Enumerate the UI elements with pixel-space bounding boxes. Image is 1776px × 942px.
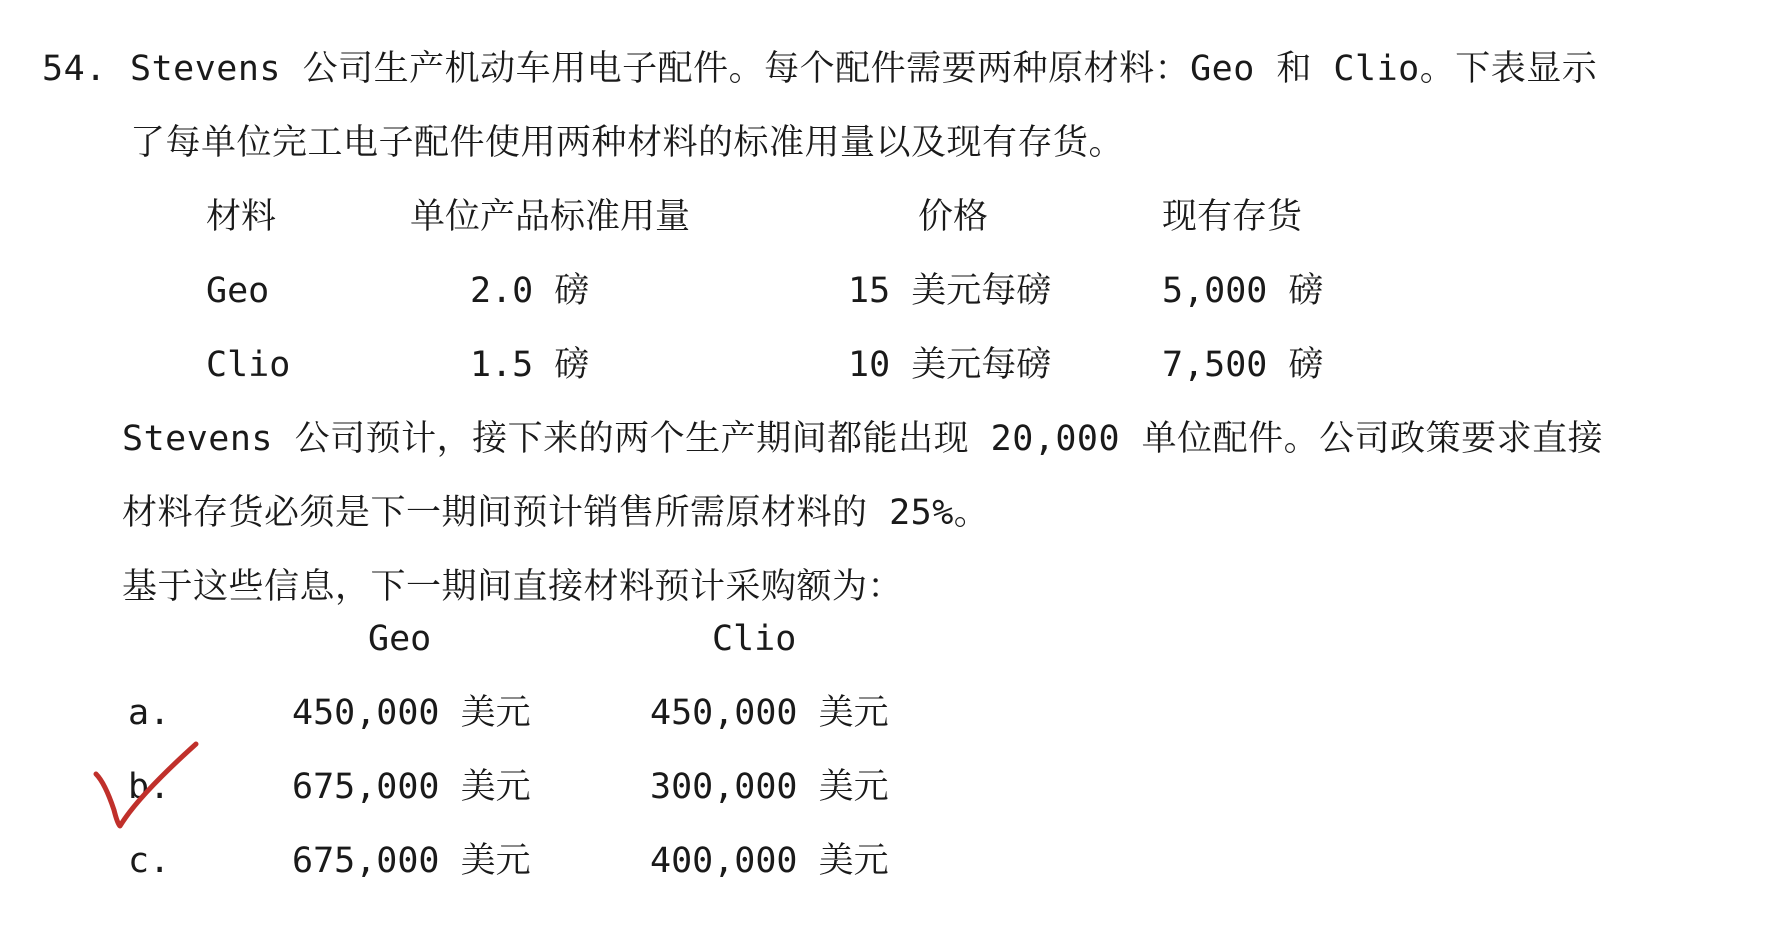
table-header-inventory: 现有存货	[1162, 197, 1303, 237]
option-label: c.	[128, 841, 171, 881]
table-header-material: 材料	[206, 197, 277, 237]
check-mark-icon	[92, 740, 204, 830]
table-cell-material: Geo	[206, 271, 270, 311]
table-cell-price: 15 美元每磅	[848, 271, 1052, 311]
answer-header-clio: Clio	[712, 619, 797, 659]
option-geo-value: 450,000 美元	[292, 693, 531, 733]
paragraph-line-1: Stevens 公司预计，接下来的两个生产期间都能出现 20,000 单位配件。公司政策要求直接	[122, 419, 1604, 459]
table-cell-inventory: 7,500 磅	[1162, 345, 1324, 385]
table-cell-material: Clio	[206, 345, 291, 385]
option-label: a.	[128, 693, 171, 733]
table-cell-standard-usage: 2.0 磅	[470, 271, 590, 311]
option-clio-value: 300,000 美元	[650, 767, 889, 807]
paragraph-line-2: 材料存货必须是下一期间预计销售所需原材料的 25%。	[122, 493, 990, 533]
table-cell-inventory: 5,000 磅	[1162, 271, 1324, 311]
question-stem-line-2: 了每单位完工电子配件使用两种材料的标准用量以及现有存货。	[130, 123, 1125, 163]
option-geo-value: 675,000 美元	[292, 767, 531, 807]
option-clio-value: 450,000 美元	[650, 693, 889, 733]
table-header-standard-usage: 单位产品标准用量	[410, 197, 691, 237]
question-number: 54.	[42, 49, 107, 89]
table-cell-standard-usage: 1.5 磅	[470, 345, 590, 385]
option-geo-value: 675,000 美元	[292, 841, 531, 881]
option-label: b.	[128, 767, 171, 807]
table-header-price: 价格	[918, 197, 989, 237]
table-cell-price: 10 美元每磅	[848, 345, 1052, 385]
option-clio-value: 400,000 美元	[650, 841, 889, 881]
check-mark-stroke	[96, 744, 196, 826]
question-stem-line-1: Stevens 公司生产机动车用电子配件。每个配件需要两种原材料：Geo 和 Clio。下表显示	[130, 49, 1598, 89]
answer-header-geo: Geo	[368, 619, 432, 659]
paragraph-line-3: 基于这些信息，下一期间直接材料预计采购额为：	[122, 567, 904, 607]
